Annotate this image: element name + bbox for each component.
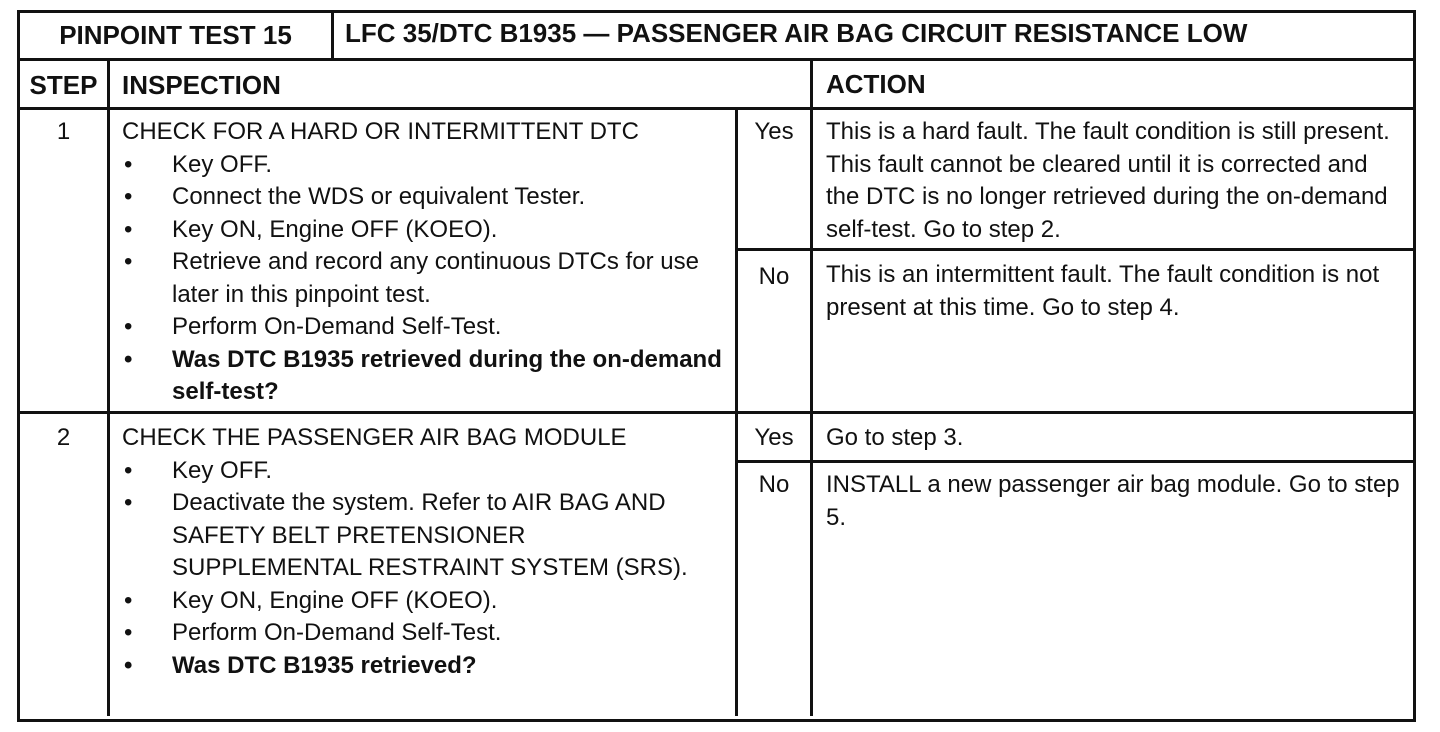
step-1-divider xyxy=(17,411,1413,414)
step-2-checklist xyxy=(122,455,712,683)
step-1-answer-yes: Yes xyxy=(754,118,794,145)
step-2-outcome-divider xyxy=(735,460,1413,463)
action-column-divider xyxy=(810,58,813,716)
step-2-answer-yes: Yes xyxy=(754,424,794,451)
step-column-divider xyxy=(107,58,110,716)
inspection-column-header: INSPECTION xyxy=(122,70,281,100)
step-column-header: STEP xyxy=(29,70,98,100)
title-column-divider xyxy=(331,10,334,60)
step-1-heading: CHECK FOR A HARD OR INTERMITTENT DTC xyxy=(122,118,639,145)
step-1-inspection xyxy=(122,116,728,409)
column-header-divider xyxy=(17,107,1413,110)
step-1-item: • Key OFF. xyxy=(122,149,728,182)
step-1-item: • Retrieve and record any continuous DTCs for use later in this pinpoint test. xyxy=(122,246,728,311)
step-2-question: • Was DTC B1935 retrieved? xyxy=(122,650,712,683)
test-description: LFC 35/DTC B1935 — PASSENGER AIR BAG CIRCUIT RESISTANCE LOW xyxy=(345,18,1248,48)
step-1-checklist xyxy=(122,149,728,409)
step-2-answer-no: No xyxy=(758,471,790,498)
step-2-item: • Perform On-Demand Self-Test. xyxy=(122,617,712,650)
step-1-number: 1 xyxy=(56,118,71,145)
step-2-heading: CHECK THE PASSENGER AIR BAG MODULE xyxy=(122,424,627,451)
step-1-answer-no: No xyxy=(758,263,790,290)
step-2-inspection xyxy=(122,422,712,682)
step-2-number: 2 xyxy=(56,424,71,451)
step-1-item: • Key ON, Engine OFF (KOEO). xyxy=(122,214,728,247)
step-2-action-no: INSTALL a new passenger air bag module. Go to step 5. xyxy=(826,471,1400,531)
step-1-question: • Was DTC B1935 retrieved during the on-demand self-test? xyxy=(122,344,728,409)
pinpoint-test-title: PINPOINT TEST 15 xyxy=(59,20,292,50)
step-1-item: • Connect the WDS or equivalent Tester. xyxy=(122,181,728,214)
step-2-action-yes: Go to step 3. xyxy=(826,424,964,451)
answer-column-divider xyxy=(735,107,738,716)
step-2-item: • Key ON, Engine OFF (KOEO). xyxy=(122,585,712,618)
action-column-header: ACTION xyxy=(826,69,926,99)
step-1-item: • Perform On-Demand Self-Test. xyxy=(122,311,728,344)
step-1-outcome-divider xyxy=(735,248,1413,251)
step-1-action-no: This is an intermittent fault. The fault condition is not present at this time. Go to step 4. xyxy=(826,261,1380,321)
title-divider xyxy=(17,58,1413,61)
step-2-item: • Key OFF. xyxy=(122,455,712,488)
step-1-action-yes: This is a hard fault. The fault condition is still present. This fault cannot be cleared until it is corrected and the DTC is no longer retrieved during the on-demand self-test. Go to step 2. xyxy=(826,118,1390,243)
step-2-item: • Deactivate the system. Refer to AIR BAG AND SAFETY BELT PRETENSIONER SUPPLEMENTAL RESTRAINT SYSTEM (SRS). xyxy=(122,487,712,585)
